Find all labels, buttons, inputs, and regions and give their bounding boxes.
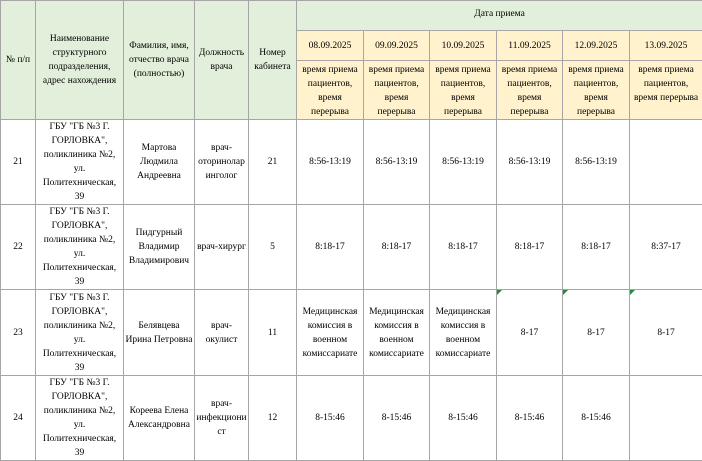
row-time: Медицинская комиссия в военном комиссариате [297, 290, 364, 376]
table-row [1, 290, 702, 376]
row-doctor-name: Пидгурный Владимир Владимирович [124, 205, 195, 290]
header-dept: Наименование структурного подразделения, адрес нахождения [36, 1, 124, 120]
row-time: 8-15:46 [497, 376, 563, 461]
date-5: 12.09.2025 [563, 31, 630, 61]
sub-label-5: время приема пациентов, время перерыва [563, 61, 630, 120]
date-1: 08.09.2025 [297, 31, 364, 61]
row-position: врач-оториноларинголог [195, 120, 249, 205]
date-2: 09.09.2025 [364, 31, 430, 61]
row-num: 22 [1, 205, 36, 290]
header-num: № п/п [1, 1, 36, 120]
header-row-1 [1, 1, 702, 31]
row-time: 8-17 [630, 290, 702, 376]
row-time: 8:18-17 [563, 205, 630, 290]
row-position: врач-инфекционист [195, 376, 249, 461]
row-time [630, 376, 702, 461]
row-dept: ГБУ "ГБ №3 Г. ГОРЛОВКА", поликлиника №2, ул. Политехническая, 39 [36, 376, 124, 461]
date-6: 13.09.2025 [630, 31, 702, 61]
row-time: 8:18-17 [430, 205, 497, 290]
row-room: 11 [249, 290, 297, 376]
table-row [1, 205, 702, 290]
header-name: Фамилия, имя, отчество врача (полностью) [124, 1, 195, 120]
row-time: 8:18-17 [497, 205, 563, 290]
header-date-group: Дата приема [297, 1, 702, 31]
row-dept: ГБУ "ГБ №3 Г. ГОРЛОВКА", поликлиника №2, ул. Политехническая, 39 [36, 120, 124, 205]
sub-label-1: время приема пациентов, время перерыва [297, 61, 364, 120]
row-doctor-name: Мартова Людмила Андреевна [124, 120, 195, 205]
row-time: 8-15:46 [430, 376, 497, 461]
row-time: 8:56-13:19 [364, 120, 430, 205]
row-time: Медицинская комиссия в военном комиссариате [364, 290, 430, 376]
row-time: 8:56-13:19 [563, 120, 630, 205]
row-position: врач-окулист [195, 290, 249, 376]
row-num: 23 [1, 290, 36, 376]
row-time: 8-15:46 [297, 376, 364, 461]
row-time: 8-17 [563, 290, 630, 376]
row-time: 8-15:46 [563, 376, 630, 461]
date-4: 11.09.2025 [497, 31, 563, 61]
row-room: 5 [249, 205, 297, 290]
row-time: 8-17 [497, 290, 563, 376]
row-dept: ГБУ "ГБ №3 Г. ГОРЛОВКА", поликлиника №2, ул. Политехническая, 39 [36, 205, 124, 290]
header-position: Должность врача [195, 1, 249, 120]
header-room: Номер кабинета [249, 1, 297, 120]
table-row [1, 120, 702, 205]
row-time: 8:56-13:19 [430, 120, 497, 205]
row-num: 24 [1, 376, 36, 461]
row-time: 8-15:46 [364, 376, 430, 461]
row-room: 12 [249, 376, 297, 461]
sub-label-3: время приема пациентов, время перерыва [430, 61, 497, 120]
row-time [630, 120, 702, 205]
row-time: 8:56-13:19 [497, 120, 563, 205]
row-time: 8:56-13:19 [297, 120, 364, 205]
row-dept: ГБУ "ГБ №3 Г. ГОРЛОВКА", поликлиника №2, ул. Политехническая, 39 [36, 290, 124, 376]
row-num: 21 [1, 120, 36, 205]
row-time: 8:37-17 [630, 205, 702, 290]
row-position: врач-хирург [195, 205, 249, 290]
row-time: 8:18-17 [297, 205, 364, 290]
row-time: Медицинская комиссия в военном комиссариате [430, 290, 497, 376]
sub-label-4: время приема пациентов, время перерыва [497, 61, 563, 120]
sub-label-2: время приема пациентов, время перерыва [364, 61, 430, 120]
row-doctor-name: Белявцева Ирина Петровна [124, 290, 195, 376]
row-room: 21 [249, 120, 297, 205]
row-doctor-name: Кореева Елена Александровна [124, 376, 195, 461]
sub-label-6: время приема пациентов, время перерыва [630, 61, 702, 120]
date-3: 10.09.2025 [430, 31, 497, 61]
row-time: 8:18-17 [364, 205, 430, 290]
table-row [1, 376, 702, 461]
